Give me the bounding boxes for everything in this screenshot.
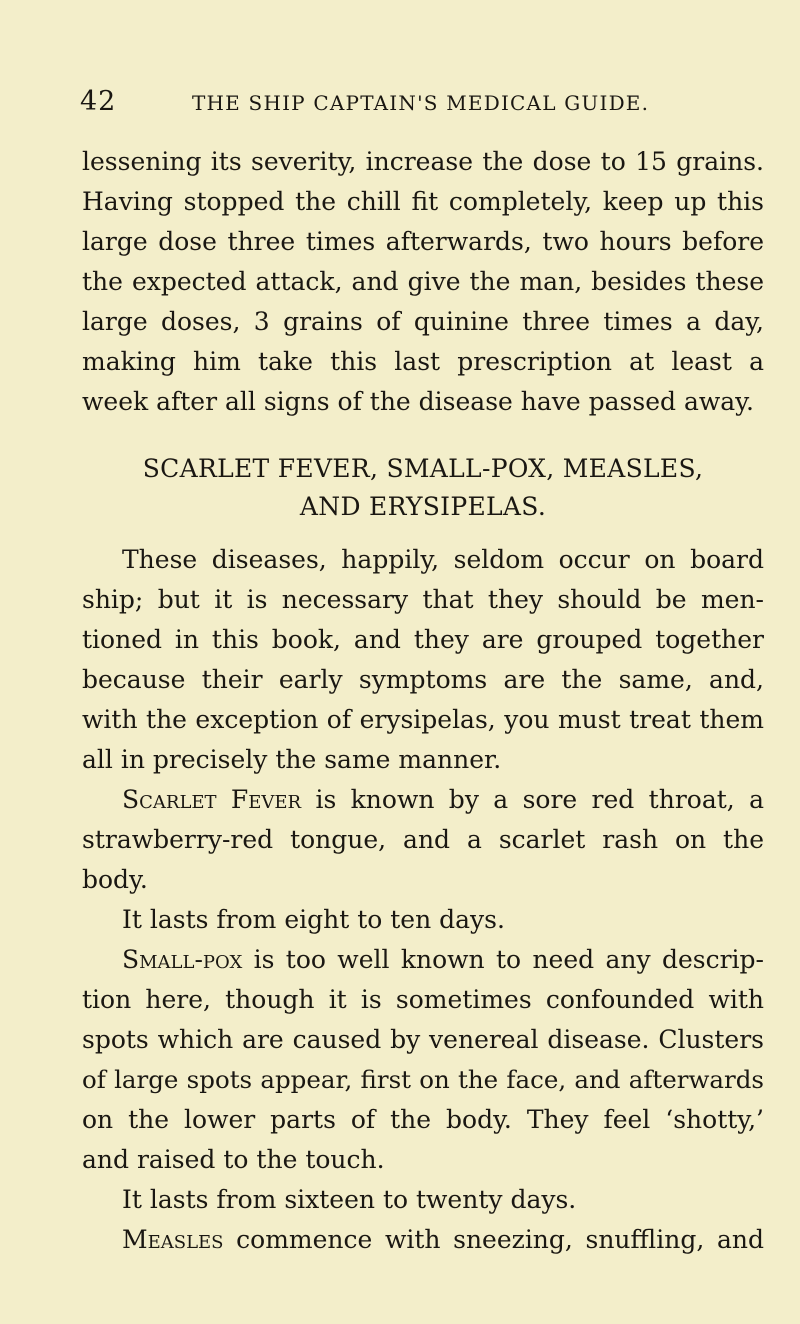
text-line: week after all signs of the disease have passed away. xyxy=(82,387,754,416)
body-text xyxy=(82,142,764,1260)
text-line xyxy=(82,780,764,820)
text-fragment: is too well known to need any descrip- xyxy=(242,945,764,974)
text-line: tioned in this book, and they are grouped together xyxy=(82,625,764,654)
section-heading: SCARLET FEVER, SMALL-POX, MEASLES, xyxy=(142,454,704,483)
text-fragment: commence with sneezing, snuffling, and xyxy=(223,1225,764,1254)
text-line: making him take this last prescription at least a xyxy=(82,347,764,376)
text-line: with the exception of erysipelas, you must treat them xyxy=(82,705,764,734)
page-header xyxy=(80,84,770,124)
text-line: because their early symptoms are the same, and, xyxy=(82,665,764,694)
disease-term: Measles xyxy=(122,1225,224,1254)
text-line xyxy=(82,1220,764,1260)
disease-term: Scarlet Fever xyxy=(122,785,302,814)
running-head: THE SHIP CAPTAIN'S MEDICAL GUIDE. xyxy=(192,91,650,115)
text-line: Having stopped the chill fit completely, keep up this xyxy=(82,187,764,216)
text-line: strawberry-red tongue, and a scarlet rash on the xyxy=(82,825,764,854)
text-line: and raised to the touch. xyxy=(82,1145,385,1174)
text-line: It lasts from eight to ten days. xyxy=(122,905,505,934)
text-line: spots which are caused by venereal disease. Clusters xyxy=(82,1025,764,1054)
text-line: body. xyxy=(82,865,148,894)
text-line: on the lower parts of the body. They feel ‘shotty,’ xyxy=(82,1105,764,1134)
text-line: It lasts from sixteen to twenty days. xyxy=(122,1185,577,1214)
text-line: of large spots appear, first on the face, and afterwards xyxy=(82,1065,764,1094)
text-line: ship; but it is necessary that they should be men- xyxy=(82,585,764,614)
text-line: the expected attack, and give the man, besides these xyxy=(82,267,764,296)
text-line: large dose three times afterwards, two hours before xyxy=(82,227,764,256)
text-line: These diseases, happily, seldom occur on board xyxy=(122,545,764,574)
text-line: lessening its severity, increase the dose to 15 grains. xyxy=(82,147,764,176)
text-fragment: is known by a sore red throat, a xyxy=(301,785,764,814)
text-line xyxy=(82,940,764,980)
disease-term: Small-pox xyxy=(122,945,243,974)
section-heading: AND ERYSIPELAS. xyxy=(299,492,547,521)
page-number: 42 xyxy=(80,86,117,117)
text-line: large doses, 3 grains of quinine three times a day, xyxy=(82,307,764,336)
text-line: tion here, though it is sometimes confounded with xyxy=(82,985,764,1014)
text-line: all in precisely the same manner. xyxy=(82,745,502,774)
